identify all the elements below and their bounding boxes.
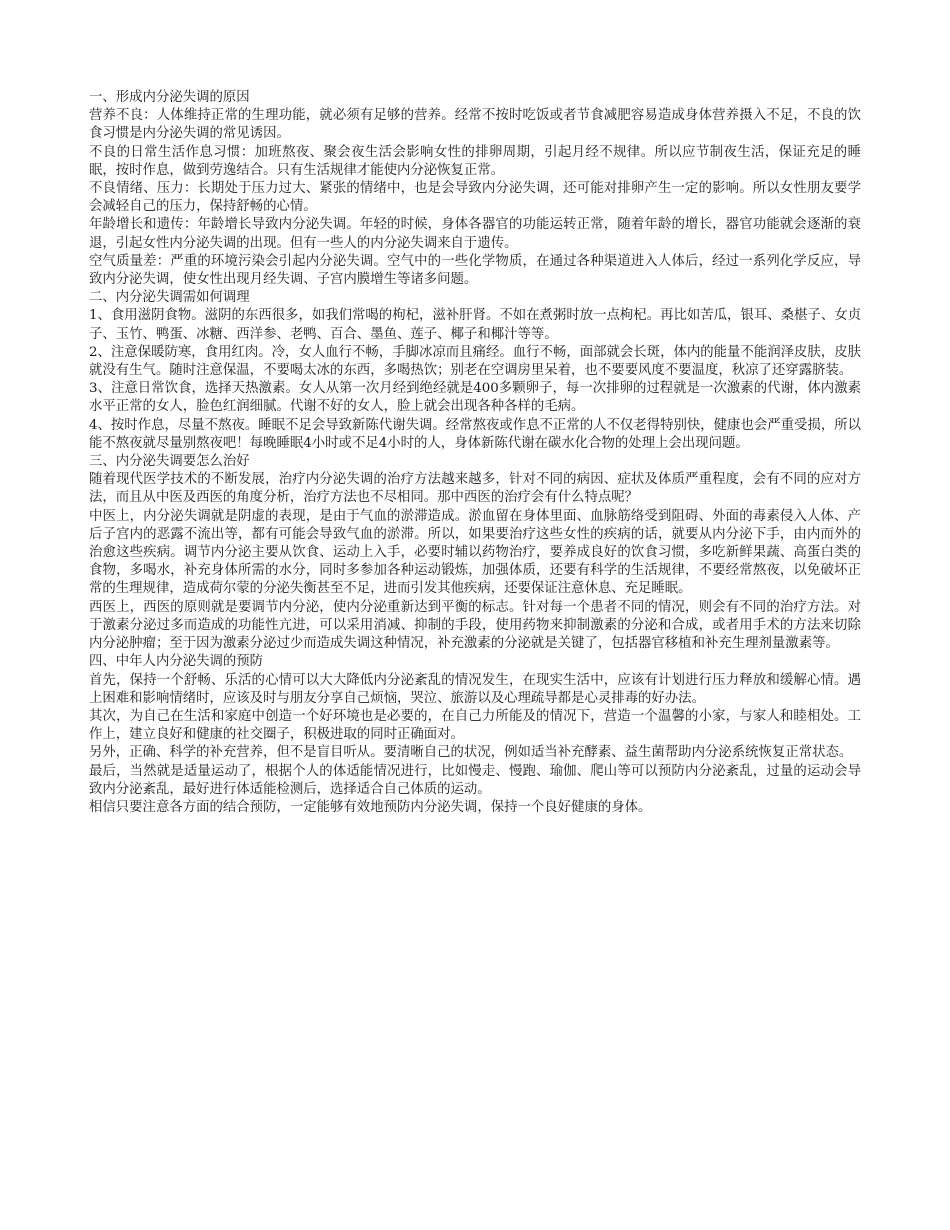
paragraph-malnutrition: 营养不良：人体维持正常的生理功能，就必须有足够的营养。经常不按时吃饭或者节食减肥容易造成身体营养摄入不足，不良的饮食习惯是内分泌失调的常见诱因。: [89, 108, 861, 142]
paragraph-prevention-second: 其次，为自己在生活和家庭中创造一个好环境也是必要的，在自己力所能及的情况下，营造一个温馨的小家，与家人和睦相处。工作上，建立良好和健康的社交圈子，积极进取的同时正确面对。: [89, 708, 861, 743]
paragraph-tip-4: 4、按时作息，尽量不熬夜。睡眠不足会导致新陈代谢失调。经常熬夜或作息不正常的人不仅老得特别快，健康也会严重受损，所以能不熬夜就尽量别熬夜吧！每晚睡眠4小时或不足4小时的人，身体新陈代谢在碳水化合物的处理上会出现问题。: [89, 417, 861, 451]
paragraph-chinese-medicine: 中医上，内分泌失调就是阴虚的表现，是由于气血的淤滞造成。淤血留在身体里面、血脉筋络受到阻碍、外面的毒素侵入人体、产后子宫内的恶露不流出等，都有可能会导致气血的淤滞。所以，如果要治疗这些女性的疾病的话，就要从内分泌下手，由内而外的治愈这些疾病。调节内分泌主要从饮食、运动上入手，必要时辅以药物治疗，要养成良好的饮食习惯，多吃新鲜果蔬、高蛋白类的食物，多喝水，补充身体所需的水分，同时多参加各种运动锻炼，加强体质，还要有科学的生活规律，不要经常熬夜，以免破坏正常的生理规律，造成荷尔蒙的分泌失衡甚至不足，进而引发其他疾病，还要保证注意休息、充足睡眠。: [89, 508, 861, 597]
paragraph-stress: 不良情绪、压力：长期处于压力过大、紧张的情绪中，也是会导致内分泌失调，还可能对排卵产生一定的影响。所以女性朋友要学会减轻自己的压力，保持舒畅的心情。: [89, 181, 861, 215]
section-heading-causes: 一、形成内分泌失调的原因: [89, 90, 250, 105]
paragraph-age-genetics: 年龄增长和遗传：年龄增长导致内分泌失调。年轻的时候，身体各器官的功能运转正常，随着年龄的增长，器官功能就会逐渐的衰退，引起女性内分泌失调的出现。但有一些人的内分泌失调来自于遗传。: [89, 217, 861, 251]
paragraph-prevention-also: 另外，正确、科学的补充营养，但不是盲目听从。要清晰自己的状况，例如适当补充酵素、益生菌帮助内分泌系统恢复正常状态。: [89, 745, 853, 761]
paragraph-treatment-intro: 随着现代医学技术的不断发展，治疗内分泌失调的治疗方法越来越多，针对不同的病因、症状及体质严重程度，会有不同的应对方法，而且从中医及西医的角度分析，治疗方法也不尽相同。那中西医的治疗会有什么特点呢？: [89, 472, 861, 506]
paragraph-tip-1: 1、食用滋阴食物。滋阴的东西很多，如我们常喝的枸杞，滋补肝肾。不如在煮粥时放一点枸杞。再比如苦瓜，银耳、桑椹子、女贞子、玉竹、鸭蛋、冰糖、西洋参、老鸭、百合、墨鱼、莲子、椰子和椰汁等等。: [89, 308, 861, 342]
section-heading-treatment: 三、内分泌失调要怎么治好: [89, 454, 250, 470]
paragraph-prevention-first: 首先，保持一个舒畅、乐活的心情可以大大降低内分泌紊乱的情况发生，在现实生活中，应该有计划进行压力释放和缓解心情。遇上困难和影响情绪时，应该及时与朋友分享自己烦恼，哭泣、旅游以及心理疏导都是心灵排毒的好办法。: [89, 672, 861, 706]
paragraph-bad-habits: 不良的日常生活作息习惯：加班熬夜、聚会夜生活会影响女性的排卵周期，引起月经不规律。所以应节制夜生活，保证充足的睡眠，按时作息，做到劳逸结合。只有生活规律才能使内分泌恢复正常。: [89, 144, 861, 178]
paragraph-air-quality: 空气质量差：严重的环境污染会引起内分泌失调。空气中的一些化学物质，在通过各种渠道进入人体后，经过一系列化学反应，导致内分泌失调，使女性出现月经失调、子宫内膜增生等诸多问题。: [89, 253, 861, 288]
section-heading-prevention: 四、中年人内分泌失调的预防: [89, 654, 264, 670]
paragraph-tip-2: 2、注意保暖防寒，食用红肉。冷，女人血行不畅，手脚冰凉而且痛经。血行不畅，面部就会长斑，体内的能量不能润泽皮肤，皮肤就没有生气。随时注意保温，不要喝太冰的东西，多喝热饮；别老在空调房里呆着，也不要要风度不要温度，秋凉了还穿露脐装。: [89, 344, 861, 379]
section-heading-conditioning: 二、内分泌失调需如何调理: [89, 290, 250, 306]
paragraph-prevention-last: 最后，当然就是适量运动了，根据个人的体适能情况进行，比如慢走、慢跑、瑜伽、爬山等可以预防内分泌紊乱，过量的运动会导致内分泌紊乱，最好进行体适能检测后，选择适合自己体质的运动。: [89, 763, 861, 797]
document-body: [89, 89, 861, 817]
paragraph-western-medicine: 西医上，西医的原则就是要调节内分泌，使内分泌重新达到平衡的标志。针对每一个患者不同的情况，则会有不同的治疗方法。对于激素分泌过多而造成的功能性亢进，可以采用消减、抑制的手段，使用药物来抑制激素的分泌和合成，或者用手术的方法来切除内分泌肿瘤；至于因为激素分泌过少而造成失调这种情况，补充激素的分泌就是关键了，包括器官移植和补充生理剂量激素等。: [89, 599, 861, 652]
paragraph-conclusion: 相信只要注意各方面的结合预防，一定能够有效地预防内分泌失调，保持一个良好健康的身体。: [89, 799, 652, 815]
paragraph-tip-3: 3、注意日常饮食，选择天热激素。女人从第一次月经到绝经就是400多颗卵子，每一次排卵的过程就是一次激素的代谢，体内激素水平正常的女人，脸色红润细腻。代谢不好的女人，脸上就会出现各种各样的毛病。: [89, 381, 861, 415]
